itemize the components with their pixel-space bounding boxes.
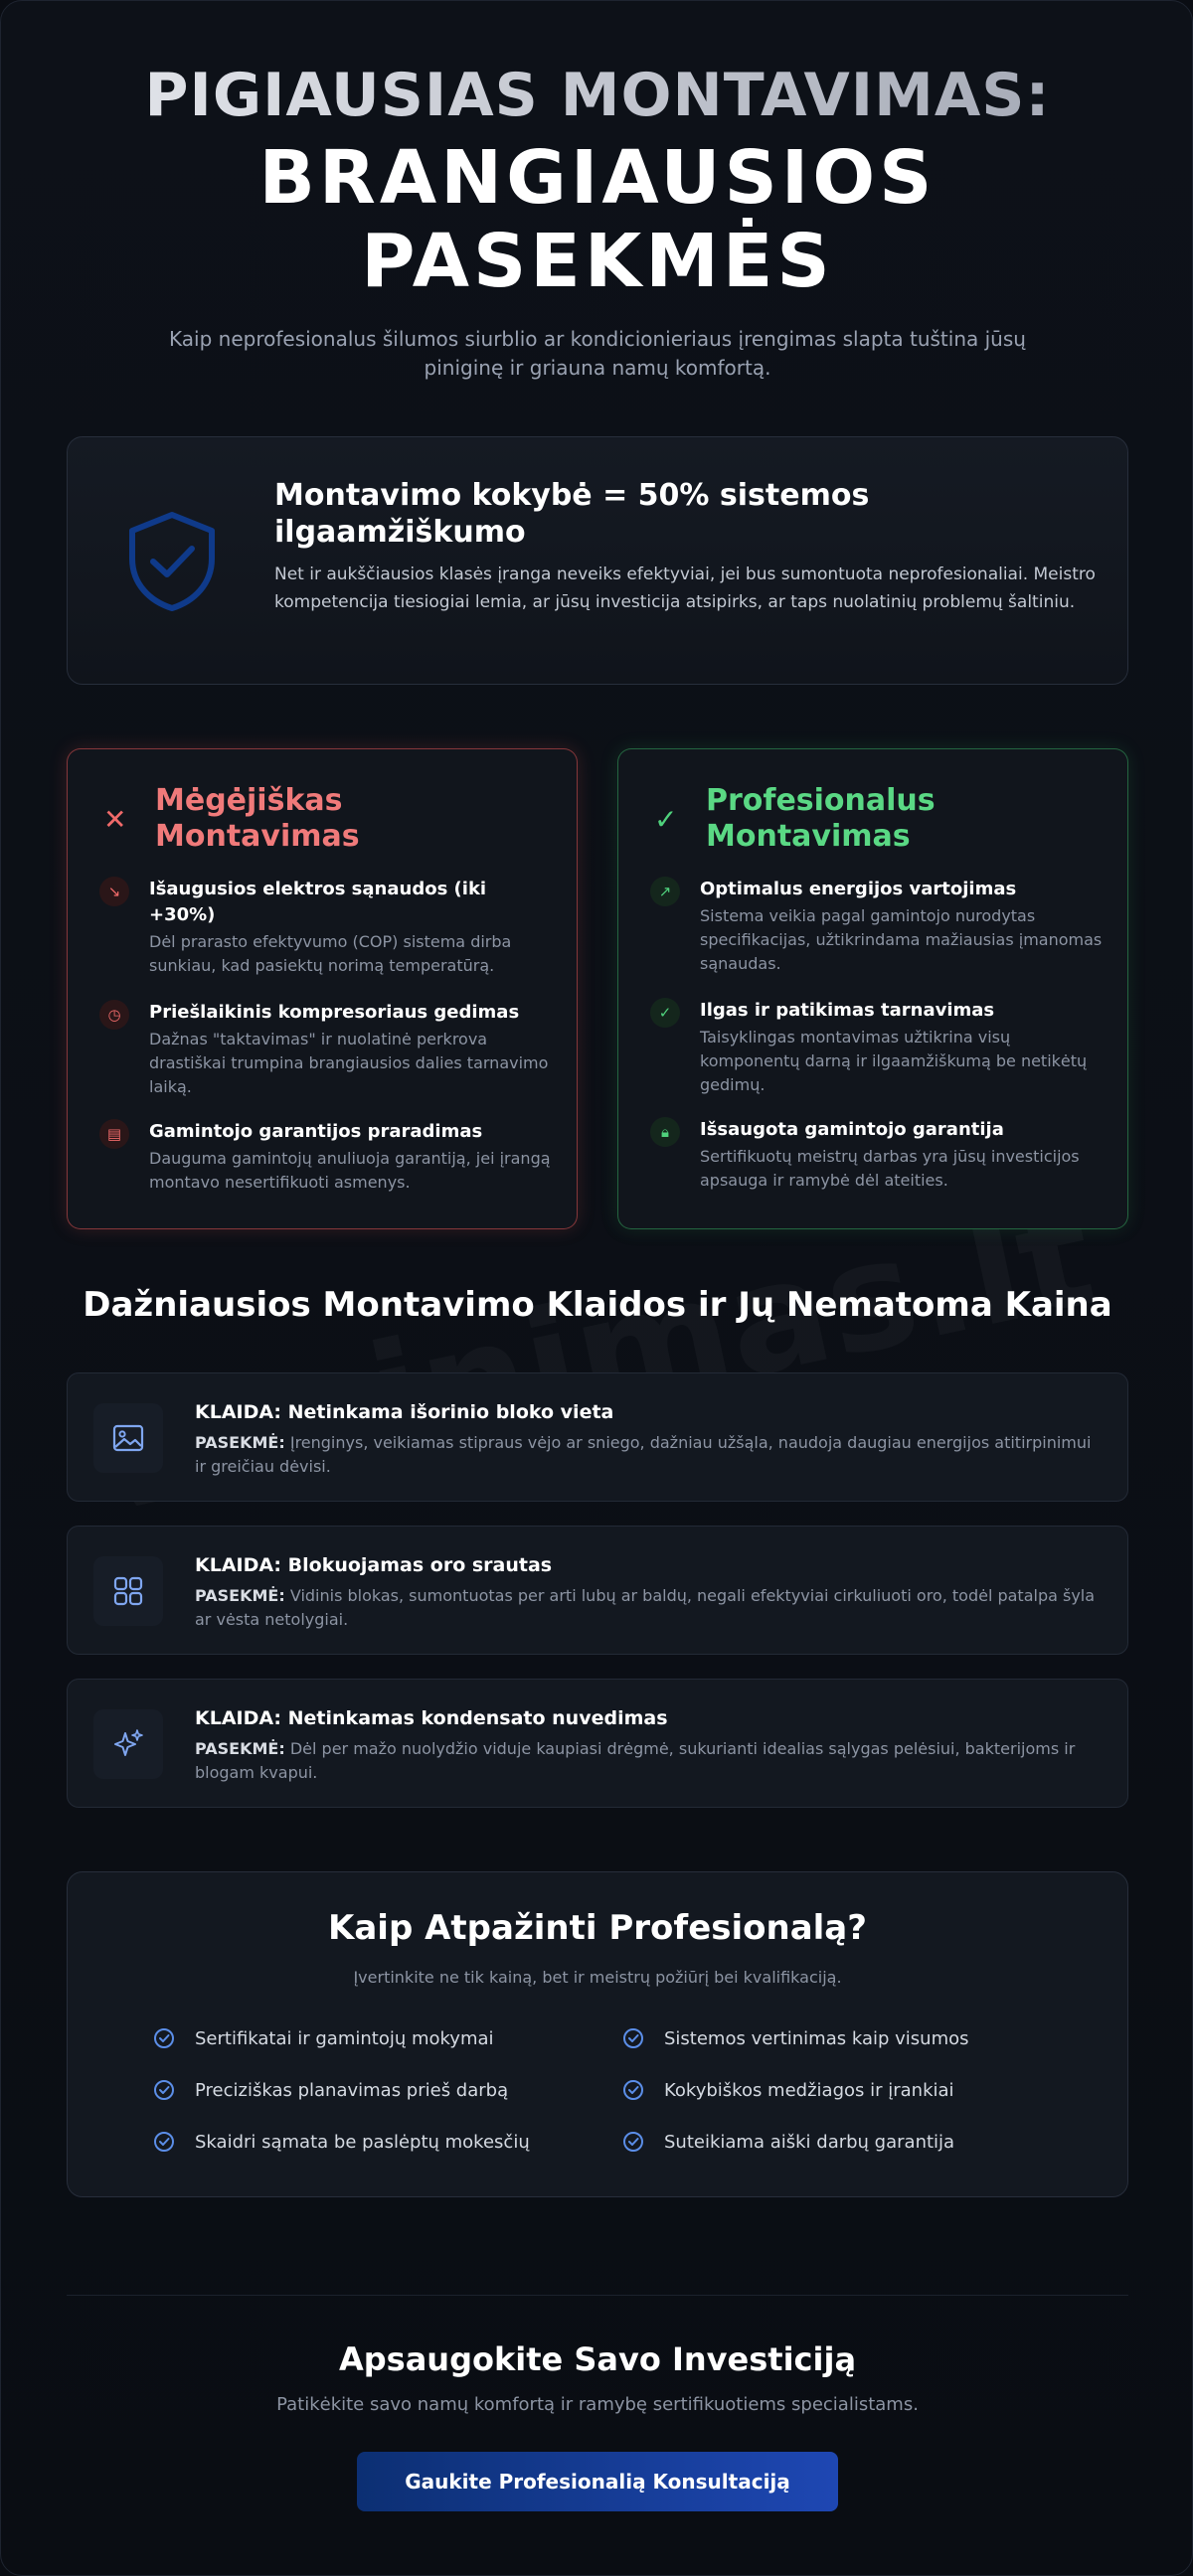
check-circle-icon — [153, 2079, 175, 2101]
item-title: Išaugusios elektros sąnaudos (iki +30%) — [149, 879, 487, 925]
checkmark-icon: ✓ — [654, 803, 678, 836]
checklist-item — [153, 2131, 530, 2155]
list-item — [99, 877, 557, 978]
clock-icon: ◷ — [99, 1000, 129, 1030]
mistakes-section-title: Dažniausios Montavimo Klaidos ir Jų Nematoma Kaina — [83, 1285, 1112, 1325]
item-text: Dėl prarasto efektyvumo (COP) sistema dirba sunkiau, kad pasiektų norimą temperatūrą. — [149, 932, 512, 975]
checklist-item — [622, 2027, 969, 2051]
professional-card-title: Profesionalus Montavimas — [706, 783, 936, 854]
recognize-subtitle: Įvertinkite ne tik kainą, bet ir meistrų požiūrį bei kvalifikaciją. — [353, 1968, 842, 1987]
item-text: Dauguma gamintojų anuliuoja garantiją, jei įrangą montavo nesertifikuoti asmenys. — [149, 1149, 551, 1192]
recognize-title: Kaip Atpažinti Profesionalą? — [328, 1908, 867, 1948]
item-title: Optimalus energijos vartojimas — [700, 879, 1017, 899]
check-circle-icon: ✓ — [650, 998, 680, 1028]
mistake-card — [67, 1526, 1128, 1655]
hero-line-1: PIGIAUSIAS MONTAVIMAS: — [1, 61, 1193, 130]
check-circle-icon — [153, 2027, 175, 2049]
cta-subtitle: Patikėkite savo namų komfortą ir ramybę sertifikuotiems specialistams. — [276, 2394, 919, 2415]
list-item — [650, 1117, 1108, 1193]
checklist-item — [153, 2079, 508, 2103]
sparkles-icon — [93, 1709, 163, 1779]
item-title: Priešlaikinis kompresoriaus gedimas — [149, 1002, 520, 1023]
hero — [1, 61, 1193, 383]
lock-icon: 🔒︎ — [650, 1117, 680, 1147]
checklist-text: Sertifikatai ir gamintojų mokymai — [195, 2028, 494, 2049]
recognize-professional-section — [67, 1871, 1128, 2197]
item-title: Ilgas ir patikimas tarnavimas — [700, 1000, 995, 1021]
shield-check-icon — [117, 507, 227, 616]
grid-icon — [93, 1556, 163, 1626]
list-item — [650, 998, 1108, 1097]
mistake-title: KLAIDA: Netinkama išorinio bloko vieta — [195, 1401, 614, 1423]
checklist-text: Sistemos vertinimas kaip visumos — [664, 2028, 969, 2049]
mistake-consequence — [195, 1737, 1100, 1785]
close-icon: ✕ — [103, 803, 127, 836]
consequence-text: Dėl per mažo nuolydžio viduje kaupiasi drėgmė, sukurianti idealias sąlygas pelėsiui, bakterijoms ir blogam kvapui. — [195, 1739, 1076, 1782]
mistake-consequence — [195, 1584, 1100, 1632]
hero-line-2b: PASEKMĖS — [361, 219, 834, 304]
item-title: Išsaugota gamintojo garantija — [700, 1119, 1004, 1140]
consequence-text: Įrenginys, veikiamas stipraus vėjo ar sniego, dažniau užšąla, naudoja daugiau energijos atitirpinimui ir greičiau dėvisi. — [195, 1433, 1092, 1476]
check-circle-icon — [622, 2027, 644, 2049]
checklist-text: Preciziškas planavimas prieš darbą — [195, 2080, 509, 2101]
item-text: Dažnas "taktavimas" ir nuolatinė perkrova drastiškai trumpina brangiausios dalies tarnavimo laiką. — [149, 1030, 549, 1096]
amateur-installation-card — [67, 748, 578, 1229]
amateur-card-title: Mėgėjiškas Montavimas — [155, 783, 360, 854]
image-icon — [93, 1403, 163, 1473]
quality-text: Net ir aukščiausios klasės įranga neveiks efektyviai, jei bus sumontuota neprofesionaliai. Meistro kompetencija tiesiogiai lemia, ar jūsų investicija atsipirks, ar taps nuolatinių problemų šaltiniu. — [274, 564, 1096, 612]
check-circle-icon — [622, 2131, 644, 2153]
professional-installation-card — [617, 748, 1128, 1229]
item-text: Sistema veikia pagal gamintojo nurodytas specifikacijas, užtikrindama mažiausias įmanomas sąnaudas. — [700, 906, 1103, 973]
checklist-text: Suteikiama aiški darbų garantija — [664, 2132, 955, 2153]
checklist-item — [622, 2131, 954, 2155]
trend-up-icon: ↗ — [650, 877, 680, 906]
list-item — [99, 1000, 557, 1099]
divider — [67, 2295, 1128, 2296]
cta-title: Apsaugokite Savo Investiciją — [338, 2340, 857, 2378]
mistake-title: KLAIDA: Blokuojamas oro srautas — [195, 1554, 553, 1576]
hero-line-2a: BRANGIAUSIOS — [258, 135, 937, 221]
consultation-button[interactable]: Gaukite Profesionalią Konsultaciją — [357, 2452, 838, 2511]
consequence-text: Vidinis blokas, sumontuotas per arti lubų ar baldų, negali efektyviai cirkuliuoti oro, todėl patalpa šyla ar vėsta netolygiai. — [195, 1586, 1096, 1629]
hero-subtitle: Kaip neprofesionalus šilumos siurblio ar kondicionieriaus įrengimas slapta tuština jūsų piniginę ir griauna namų komfortą. — [169, 327, 1026, 380]
checklist-item — [622, 2079, 954, 2103]
trend-down-icon: ↘ — [99, 877, 129, 906]
checklist-item — [153, 2027, 494, 2051]
consequence-label: PASEKMĖ: — [195, 1586, 285, 1605]
item-text: Taisyklingas montavimas užtikrina visų komponentų darną ir ilgaamžiškumą be netikėtų gedimų. — [700, 1028, 1088, 1094]
consequence-label: PASEKMĖ: — [195, 1433, 285, 1452]
checklist-text: Skaidri sąmata be paslėptų mokesčių — [195, 2132, 530, 2153]
item-title: Gamintojo garantijos praradimas — [149, 1121, 483, 1142]
document-icon: ▤ — [99, 1119, 129, 1149]
mistake-card — [67, 1679, 1128, 1808]
item-text: Sertifikuotų meistrų darbas yra jūsų investicijos apsauga ir ramybė dėl ateities. — [700, 1147, 1080, 1190]
mistake-card — [67, 1372, 1128, 1502]
check-circle-icon — [622, 2079, 644, 2101]
check-circle-icon — [153, 2131, 175, 2153]
mistake-consequence — [195, 1431, 1100, 1479]
mistake-title: KLAIDA: Netinkamas kondensato nuvedimas — [195, 1707, 668, 1729]
list-item — [99, 1119, 557, 1195]
checklist-text: Kokybiškos medžiagos ir įrankiai — [664, 2080, 954, 2101]
list-item — [650, 877, 1108, 976]
quality-callout — [67, 436, 1128, 685]
consequence-label: PASEKMĖ: — [195, 1739, 285, 1758]
quality-title: Montavimo kokybė = 50% sistemos ilgaamžiškumo — [274, 478, 870, 550]
